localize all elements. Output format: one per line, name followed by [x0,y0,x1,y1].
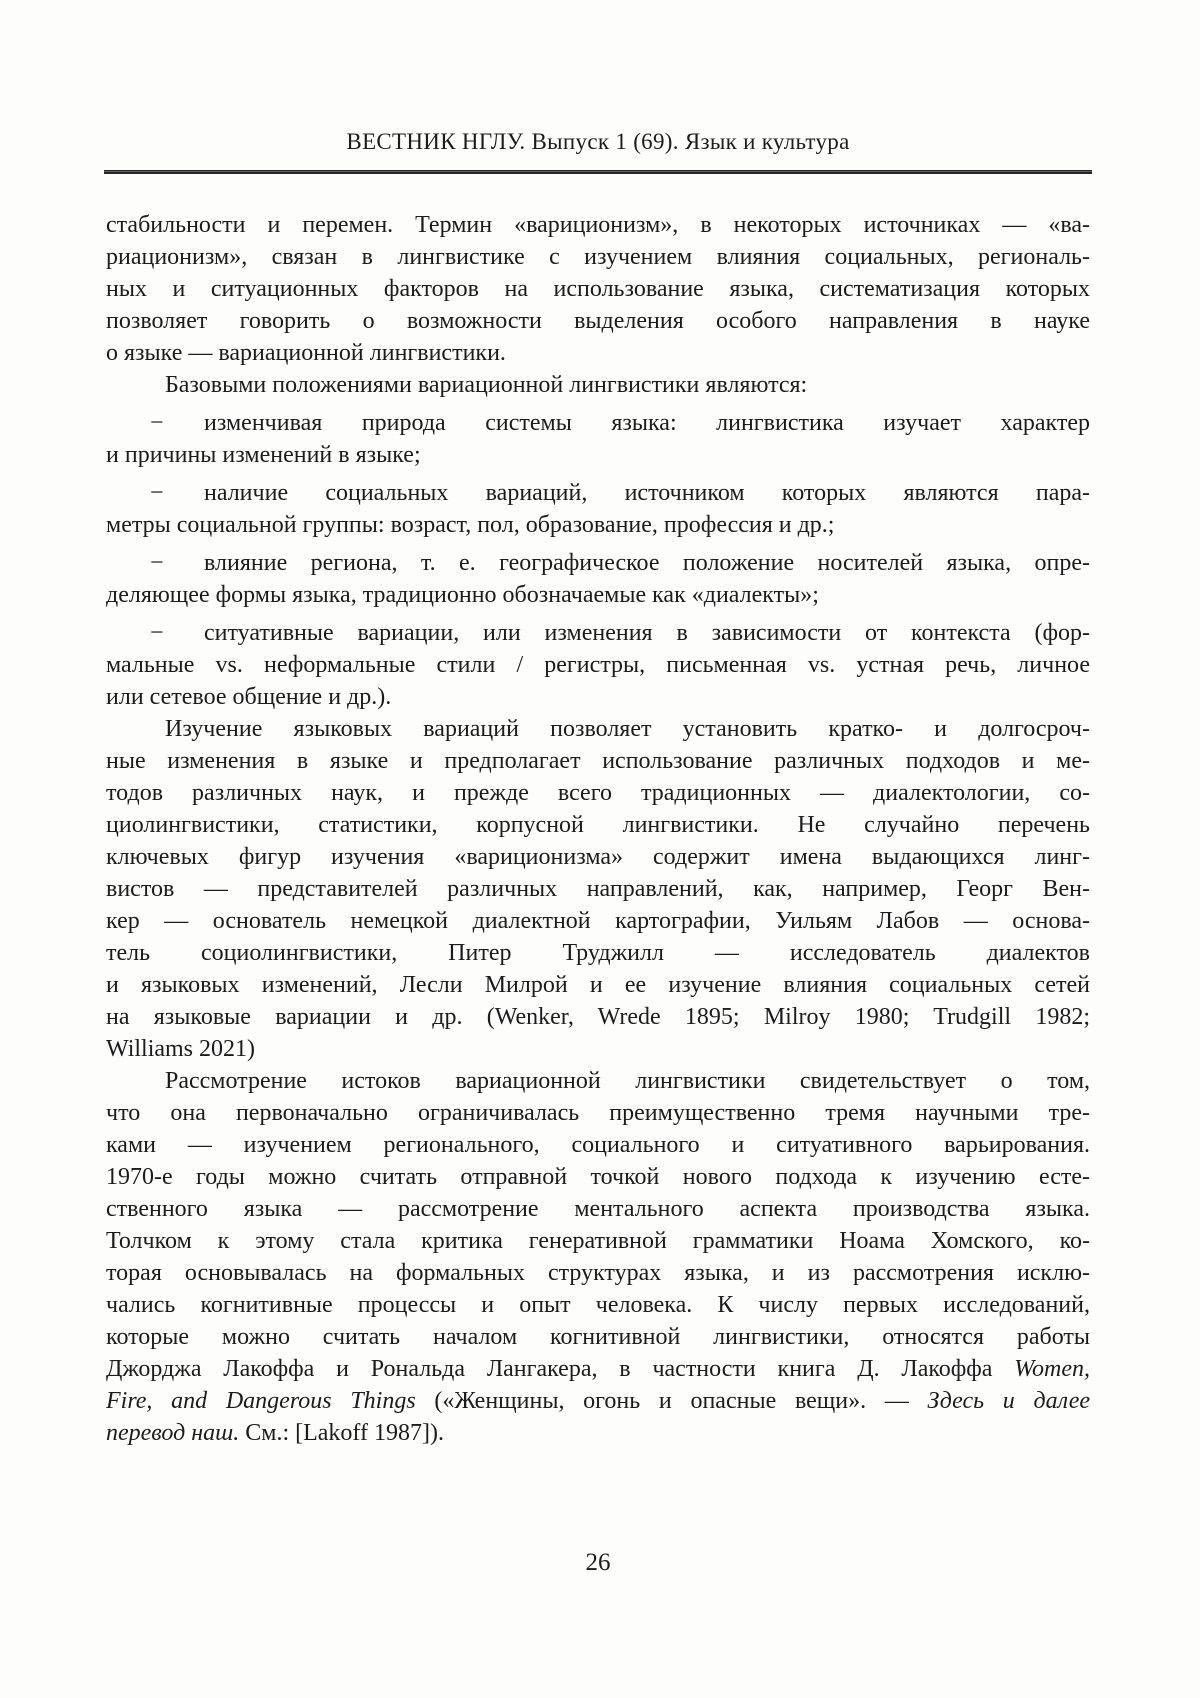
italic-text-segment: Здесь и далее [927,1388,1090,1414]
text-line [106,1161,1090,1193]
paragraph [106,209,1090,369]
text-segment: которые можно считать началом когнитивной лингвистики, относятся работы [106,1324,1090,1350]
text-segment: Williams 2021) [106,1036,256,1062]
text-segment: стабильности и перемен. Термин «вариционизм», в некоторых источниках — «ва- [106,212,1090,238]
text-line [106,1385,1090,1417]
text-line [106,873,1090,905]
text-segment: риационизм», связан в лингвистике с изучением влияния социальных, региональ- [106,244,1090,270]
text-segment: Изучение языковых вариаций позволяет установить кратко- и долгосроч- [165,716,1090,742]
text-line [106,1257,1090,1289]
text-segment: на языковые вариации и др. (Wenker, Wrede 1895; Milroy 1980; Trudgill 1982; [106,1004,1090,1030]
text-segment: («Женщины, огонь и опасные вещи». — [415,1388,928,1414]
text-segment: метры социальной группы: возраст, пол, образование, профессия и др.; [106,512,835,538]
text-line [106,1225,1090,1257]
text-segment: и причины изменений в языке; [106,442,421,468]
text-line [106,439,1090,471]
text-line [106,649,1090,681]
text-segment: изменчивая природа системы языка: лингвистика изучает характер [204,410,1090,436]
text-segment: Базовыми положениями вариационной лингвистики являются: [165,372,808,398]
list-item [106,407,1090,471]
text-line [106,617,1090,649]
text-segment: о языке — вариационной лингвистики. [106,340,506,366]
text-line [106,777,1090,809]
italic-text-segment: Fire, and Dangerous Things [106,1388,416,1414]
list-item [106,477,1090,541]
text-segment: ками — изучением регионального, социального и ситуативного варьирования. [106,1132,1090,1158]
text-line [106,547,1090,579]
text-line [106,1321,1090,1353]
text-segment: мальные vs. неформальные стили / регистры, письменная vs. устная речь, личное [106,652,1090,678]
text-line [106,905,1090,937]
text-segment: позволяет говорить о возможности выделения особого направления в науке [106,308,1090,334]
text-line [106,1097,1090,1129]
text-line [106,241,1090,273]
text-line [106,1353,1090,1385]
text-segment: 1970-е годы можно считать отправной точкой нового подхода к изучению есте- [106,1164,1090,1190]
text-line [106,745,1090,777]
text-line [106,1417,1090,1449]
text-line [106,477,1090,509]
paragraph [106,369,1090,401]
text-segment: что она первоначально ограничивалась преимущественно тремя научными тре- [106,1100,1090,1126]
text-line [106,407,1090,439]
text-segment: циолингвистики, статистики, корпусной лингвистики. Не случайно перечень [106,812,1090,838]
list-dash-marker: − [150,480,164,506]
text-line [106,713,1090,745]
text-line [106,1001,1090,1033]
text-line [106,305,1090,337]
text-line [106,809,1090,841]
text-line [106,1129,1090,1161]
text-line [106,1193,1090,1225]
list-dash-marker: − [150,550,164,576]
italic-text-segment: Women, [1014,1356,1090,1382]
text-segment: См.: [Lakoff 1987]). [239,1420,444,1446]
header-rule [104,170,1092,174]
text-segment: тодов различных наук, и прежде всего традиционных — диалектологии, со- [106,780,1090,806]
text-segment: ных и ситуационных факторов на использование языка, систематизация которых [106,276,1090,302]
text-segment: тель социолингвистики, Питер Труджилл — исследователь диалектов [106,940,1090,966]
list-dash-marker: − [150,410,164,436]
text-line [106,509,1090,541]
text-line [106,1289,1090,1321]
paragraph [106,713,1090,1065]
text-line [106,579,1090,611]
text-line [106,937,1090,969]
list-item [106,547,1090,611]
text-segment: вистов — представителей различных направлений, как, например, Георг Вен- [106,876,1090,902]
list-item [106,617,1090,713]
text-segment: торая основывалась на формальных структурах языка, и из рассмотрения исклю- [106,1260,1090,1286]
text-line [106,337,1090,369]
text-segment: и языковых изменений, Лесли Милрой и ее изучение влияния социальных сетей [106,972,1090,998]
text-segment: деляющее формы языка, традиционно обозначаемые как «диалекты»; [106,582,819,608]
text-line [106,209,1090,241]
list-dash-marker: − [150,620,164,646]
text-segment: ключевых фигур изучения «вариционизма» содержит имена выдающихся линг- [106,844,1090,870]
text-line [106,681,1090,713]
text-line [106,273,1090,305]
page-number: 26 [585,1549,611,1576]
text-line [106,1065,1090,1097]
text-segment: Рассмотрение истоков вариационной лингвистики свидетельствует о том, [165,1068,1090,1094]
text-segment: Толчком к этому стала критика генеративной грамматики Ноама Хомского, ко- [106,1228,1090,1254]
text-line [106,1033,1090,1065]
text-segment: ситуативные вариации, или изменения в зависимости от контекста (фор- [204,620,1090,646]
paragraph [106,1065,1090,1449]
italic-text-segment: перевод наш. [106,1420,240,1446]
body-text [106,209,1090,1449]
text-segment: или сетевое общение и др.). [106,684,392,710]
text-segment: ственного языка — рассмотрение ментального аспекта производства языка. [106,1196,1090,1222]
text-segment: наличие социальных вариаций, источником которых являются пара- [204,480,1090,506]
text-segment: кер — основатель немецкой диалектной картографии, Уильям Лабов — основа- [106,908,1090,934]
text-line [106,969,1090,1001]
text-segment: ные изменения в языке и предполагает использование различных подходов и ме- [106,748,1090,774]
text-segment: чались когнитивные процессы и опыт человека. К числу первых исследований, [106,1292,1090,1318]
text-segment: влияние региона, т. е. географическое положение носителей языка, опре- [204,550,1090,576]
text-segment: Джорджа Лакоффа и Рональда Лангакера, в частности книга Д. Лакоффа [106,1356,1015,1382]
running-head: ВЕСТНИК НГЛУ. Выпуск 1 (69). Язык и культура [346,129,850,154]
text-line [106,369,1090,401]
text-line [106,841,1090,873]
